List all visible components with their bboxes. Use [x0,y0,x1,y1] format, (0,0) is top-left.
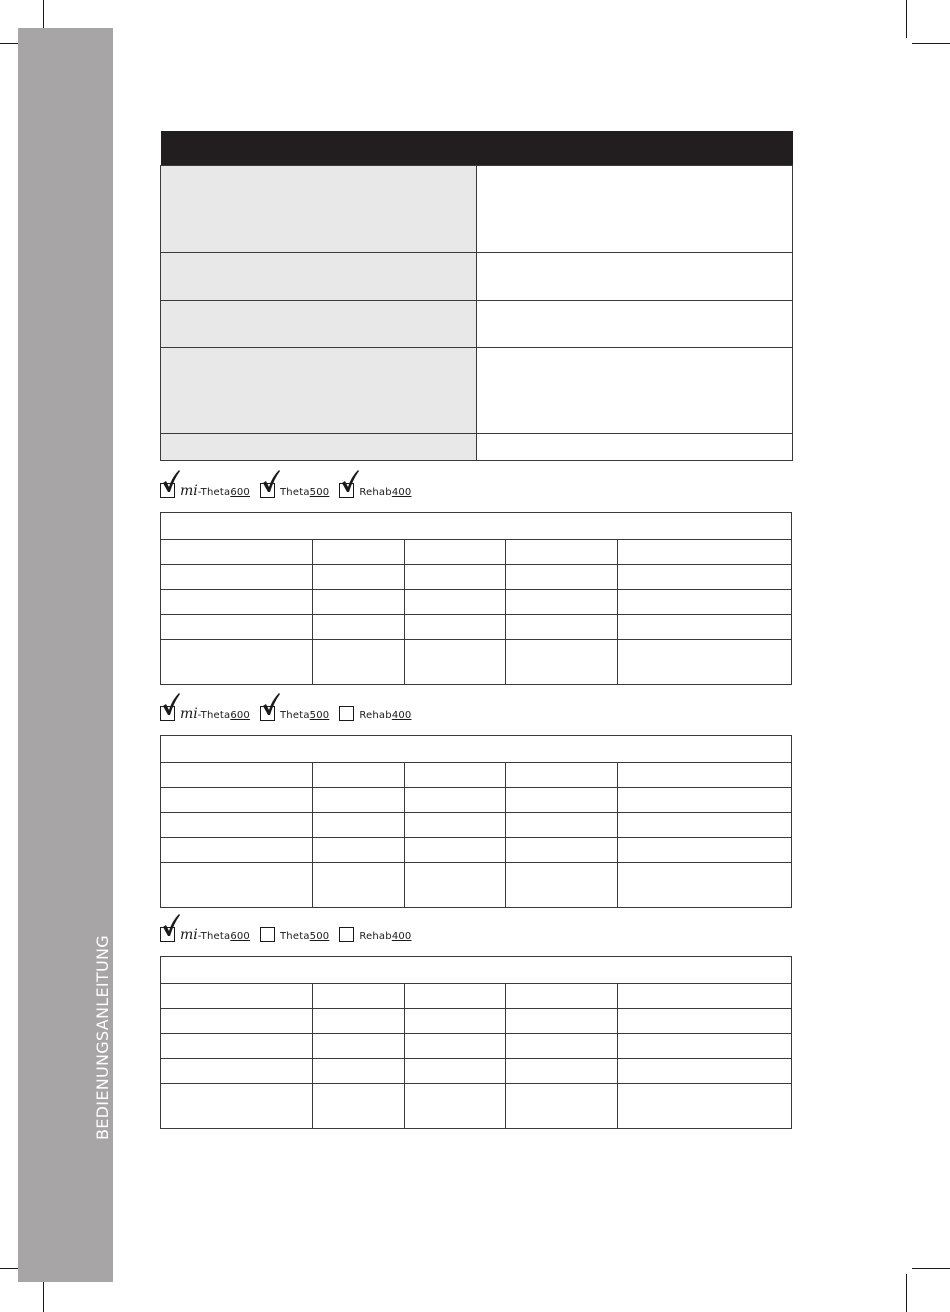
crop-mark [906,1274,907,1312]
spec-label [161,348,477,434]
mi-theta600-checkbox[interactable] [160,483,175,498]
model-option-rehab400[interactable] [339,706,411,723]
table-cell [618,788,792,813]
checkmark-icon [262,469,280,493]
table-cell [405,565,506,590]
rehab400-checkbox[interactable] [339,706,354,721]
mode-table [160,735,792,908]
table-cell [313,1009,405,1034]
theta500-label: Theta500 [280,931,330,942]
table-cell [506,1059,618,1084]
table-cell [405,1009,506,1034]
crop-mark [912,1268,950,1269]
table-cell [506,813,618,838]
model-option-mi-theta600[interactable] [160,706,250,723]
table-cell [618,838,792,863]
table-cell [405,788,506,813]
table-cell [313,540,405,565]
table-cell [405,615,506,640]
table-cell [506,615,618,640]
table-cell [161,763,313,788]
table-cell [313,763,405,788]
table-cell [618,590,792,615]
mi-theta600-label: mi-Theta600 [180,927,250,943]
table-cell [161,640,313,685]
table-cell [313,615,405,640]
checkmark-icon [262,692,280,716]
model-checkbox-row [160,474,422,500]
mi-theta600-checkbox[interactable] [160,706,175,721]
model-checkbox-row [160,918,422,944]
table-cell [161,1009,313,1034]
table-cell [405,1084,506,1129]
table-cell [618,1009,792,1034]
table-cell [161,565,313,590]
checkmark-icon [341,469,359,493]
spec-label [161,166,477,253]
checkmark-icon [162,692,180,716]
table-cell [313,788,405,813]
table-cell [161,788,313,813]
model-option-rehab400[interactable] [339,483,411,500]
table-cell [405,813,506,838]
table-cell [618,984,792,1009]
table-cell [313,1084,405,1129]
spec-value [477,301,793,348]
mode-table [160,512,792,685]
table-cell [618,863,792,908]
table-cell [405,838,506,863]
table-cell [161,1034,313,1059]
model-option-mi-theta600[interactable] [160,927,250,944]
table-cell [506,1009,618,1034]
mi-theta600-checkbox[interactable] [160,927,175,942]
checkmark-icon [162,913,180,937]
table-cell [313,813,405,838]
spec-label [161,434,477,461]
mode-table-title [161,736,792,763]
table-cell [313,590,405,615]
table-cell [506,863,618,908]
table-cell [313,984,405,1009]
table-cell [618,615,792,640]
table-cell [313,565,405,590]
model-option-theta500[interactable] [260,706,329,723]
table-cell [618,813,792,838]
table-cell [313,863,405,908]
table-cell [506,565,618,590]
table-cell [506,838,618,863]
model-checkbox-row [160,697,422,723]
mi-theta600-label: mi-Theta600 [180,483,250,499]
table-cell [405,984,506,1009]
table-cell [618,1059,792,1084]
table-cell [161,863,313,908]
theta500-checkbox[interactable] [260,706,275,721]
table-cell [405,540,506,565]
rehab400-checkbox[interactable] [339,927,354,942]
table-cell [506,1084,618,1129]
table-cell [313,1034,405,1059]
crop-mark [906,0,907,38]
spec-value [477,253,793,301]
rehab400-checkbox[interactable] [339,483,354,498]
table-cell [506,984,618,1009]
table-cell [506,1034,618,1059]
mode-table-title [161,957,792,984]
spec-table-header [161,131,793,166]
mi-theta600-label: mi-Theta600 [180,706,250,722]
table-cell [161,984,313,1009]
table-cell [161,1084,313,1129]
table-cell [313,838,405,863]
table-cell [618,763,792,788]
table-cell [618,1084,792,1129]
model-option-theta500[interactable] [260,927,329,944]
theta500-label: Theta500 [280,487,330,498]
rehab400-label: Rehab400 [359,487,412,498]
table-cell [405,863,506,908]
table-cell [313,1059,405,1084]
spec-label [161,301,477,348]
mode-table-title [161,513,792,540]
table-cell [506,788,618,813]
table-cell [405,763,506,788]
table-cell [405,640,506,685]
table-cell [506,540,618,565]
table-cell [405,1034,506,1059]
table-cell [161,615,313,640]
spec-table [160,131,793,461]
table-cell [161,1059,313,1084]
spec-value [477,348,793,434]
table-cell [618,565,792,590]
table-cell [506,763,618,788]
mode-table [160,956,792,1129]
model-option-theta500[interactable] [260,483,329,500]
theta500-checkbox[interactable] [260,483,275,498]
table-cell [618,640,792,685]
table-cell [506,640,618,685]
rehab400-label: Rehab400 [359,710,412,721]
table-cell [618,540,792,565]
spec-label [161,253,477,301]
checkmark-icon [162,469,180,493]
spec-value [477,166,793,253]
crop-mark [912,43,950,44]
sidebar-label: BEDIENUNGSANLEITUNG [93,935,112,1140]
table-cell [618,1034,792,1059]
table-cell [405,590,506,615]
model-option-mi-theta600[interactable] [160,483,250,500]
table-cell [161,540,313,565]
model-option-rehab400[interactable] [339,927,411,944]
theta500-label: Theta500 [280,710,330,721]
table-cell [161,838,313,863]
table-cell [506,590,618,615]
table-cell [405,1059,506,1084]
table-cell [161,813,313,838]
table-cell [313,640,405,685]
table-cell [161,590,313,615]
rehab400-label: Rehab400 [359,931,412,942]
theta500-checkbox[interactable] [260,927,275,942]
spec-value [477,434,793,461]
